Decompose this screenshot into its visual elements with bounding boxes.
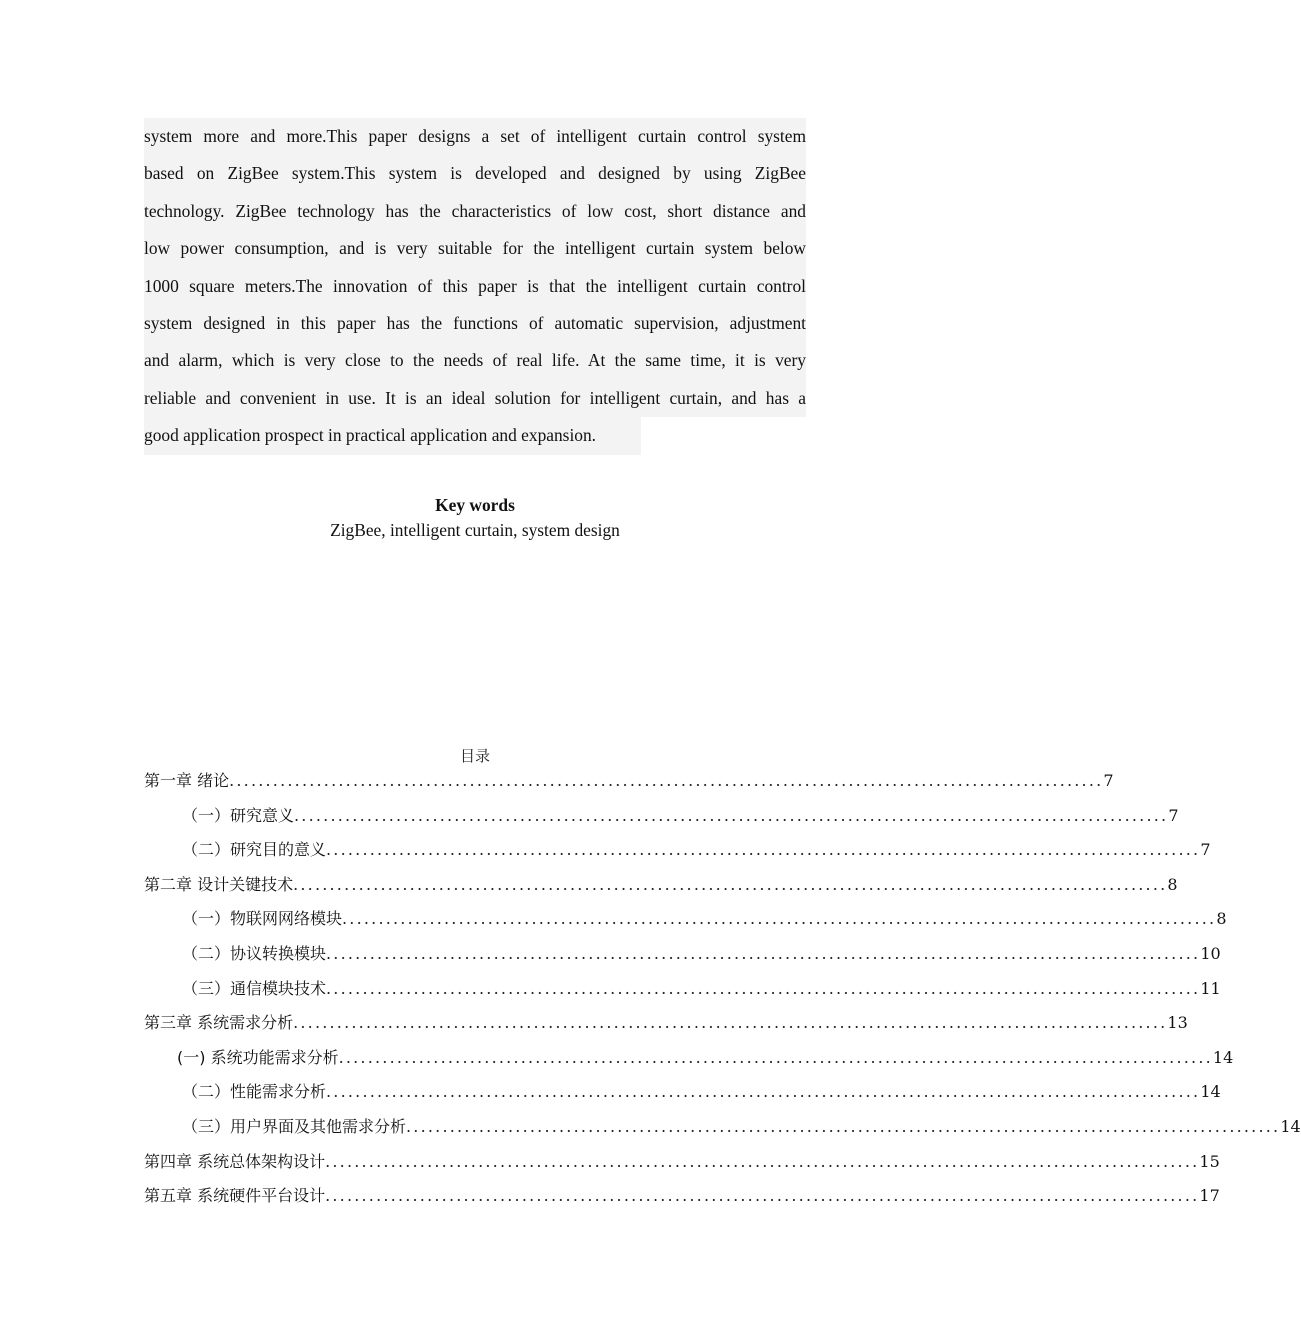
toc-entry[interactable]: [144, 1041, 1234, 1076]
abstract-line: system designed in this paper has the functions of automatic supervision, adjustment: [144, 305, 806, 342]
toc-entry[interactable]: [144, 799, 1179, 834]
abstract-line: reliable and convenient in use. It is an ideal solution for intelligent curtain, and has a: [144, 380, 806, 417]
toc-entry-label: （三）用户界面及其他需求分析: [182, 1116, 407, 1136]
toc-entry-label: （二）研究目的意义: [182, 840, 327, 860]
toc-leader-dots: ........................................................................................................................: [325, 1186, 1200, 1206]
toc-entry[interactable]: [144, 833, 1211, 868]
keywords-heading: Key words: [435, 495, 515, 515]
toc-entry-page: 15: [1199, 1151, 1220, 1171]
toc-entry-label: 第五章 系统硬件平台设计: [144, 1186, 326, 1206]
toc-leader-dots: ........................................................................................................................: [326, 978, 1201, 998]
toc-entry-label: (一) 系统功能需求分析: [177, 1047, 339, 1067]
toc-leader-dots: ........................................................................................................................: [338, 1047, 1213, 1067]
toc-entry-page: 10: [1200, 943, 1221, 963]
toc-entry[interactable]: [144, 868, 1178, 903]
toc-entry[interactable]: [144, 902, 1227, 937]
toc-entry-label: 第二章 设计关键技术: [144, 874, 294, 894]
toc-entry[interactable]: [144, 764, 1114, 799]
toc-entry-page: 8: [1216, 909, 1227, 929]
toc-leader-dots: ........................................................................................................................: [293, 1013, 1168, 1033]
toc-entry-label: 第三章 系统需求分析: [144, 1013, 294, 1033]
abstract-line: 1000 square meters.The innovation of this paper is that the intelligent curtain control: [144, 268, 806, 305]
toc-entry-page: 14: [1212, 1047, 1234, 1067]
toc-entry-page: 7: [1168, 805, 1179, 825]
toc-leader-dots: ........................................................................................................................: [326, 1082, 1201, 1102]
toc-leader-dots: ........................................................................................................................: [325, 1151, 1200, 1171]
toc-entry-label: 第一章 绪论: [144, 771, 230, 790]
toc-entry-label: （二）协议转换模块: [182, 943, 327, 963]
toc-leader-dots: ........................................................................................................................: [326, 943, 1201, 963]
toc-title: 目录: [459, 747, 490, 765]
toc-entry-page: 8: [1167, 874, 1178, 894]
toc-entry[interactable]: [144, 972, 1221, 1007]
toc-entry-label: （二）性能需求分析: [182, 1082, 327, 1102]
toc-entry-page: 17: [1199, 1186, 1220, 1206]
abstract-line: technology. ZigBee technology has the characteristics of low cost, short distance and: [144, 193, 806, 230]
toc-entry-page: 13: [1167, 1013, 1188, 1033]
abstract-line: good application prospect in practical application and expansion.: [144, 417, 806, 454]
toc-leader-dots: ........................................................................................................................: [326, 840, 1201, 860]
toc-leader-dots: ........................................................................................................................: [293, 874, 1168, 894]
toc-entry[interactable]: [144, 1110, 1301, 1145]
toc-entry[interactable]: [144, 1075, 1221, 1110]
abstract-line: system more and more.This paper designs a set of intelligent curtain control system: [144, 118, 806, 155]
toc-entry-page: 7: [1103, 771, 1114, 790]
keywords-text: ZigBee, intelligent curtain, system design: [330, 520, 620, 540]
toc-entry-label: （三）通信模块技术: [182, 978, 327, 998]
toc-entry-page: 14: [1280, 1116, 1301, 1136]
toc-entry-label: （一）物联网网络模块: [182, 909, 343, 929]
toc-leader-dots: ........................................................................................................................: [229, 771, 1104, 790]
toc-entry-page: 7: [1200, 840, 1211, 860]
toc-entry-label: 第四章 系统总体架构设计: [144, 1151, 326, 1171]
toc-entry[interactable]: [144, 1006, 1188, 1041]
toc-entry[interactable]: [144, 1145, 1220, 1180]
toc-entry[interactable]: [144, 937, 1221, 972]
abstract-line: based on ZigBee system.This system is developed and designed by using ZigBee: [144, 155, 806, 192]
table-of-contents: [144, 764, 1301, 1214]
toc-entry[interactable]: [144, 1179, 1220, 1214]
toc-leader-dots: ........................................................................................................................: [294, 805, 1169, 825]
toc-leader-dots: ........................................................................................................................: [342, 909, 1217, 929]
abstract-line: low power consumption, and is very suitable for the intelligent curtain system below: [144, 230, 806, 267]
toc-entry-page: 14: [1200, 1082, 1221, 1102]
abstract-line: and alarm, which is very close to the needs of real life. At the same time, it is very: [144, 342, 806, 379]
toc-entry-page: 11: [1200, 978, 1221, 998]
abstract-paragraph: [144, 118, 806, 455]
toc-leader-dots: ........................................................................................................................: [406, 1116, 1281, 1136]
toc-entry-label: （一）研究意义: [182, 805, 295, 825]
